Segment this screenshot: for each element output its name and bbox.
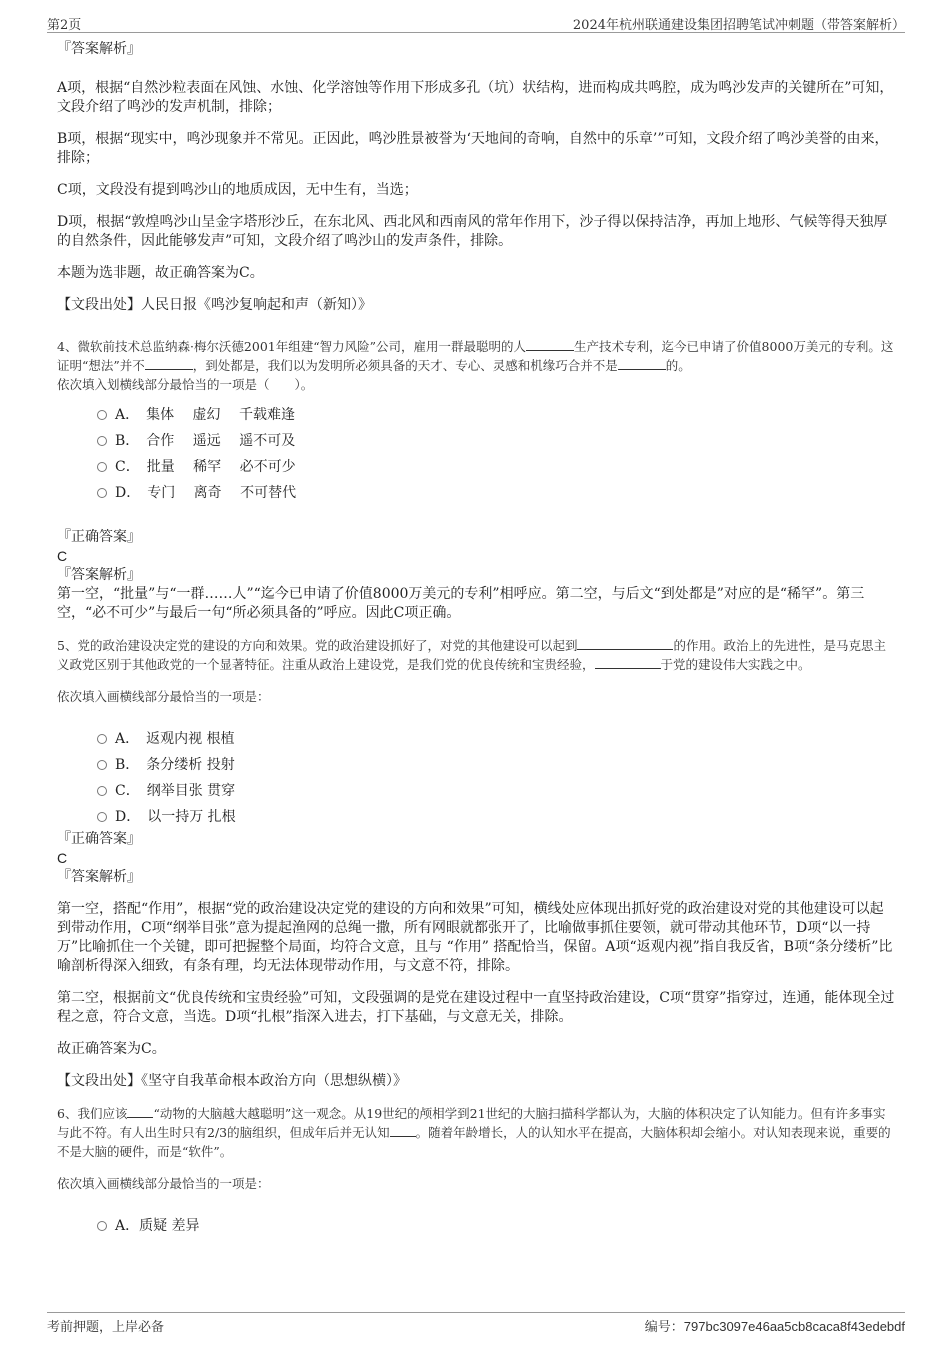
radio-icon[interactable] xyxy=(97,462,107,472)
q4-stem: 4、微软前技术总监纳森·梅尔沃德2001年组建“智力风险”公司，雇用一群最聪明的人 生产技术专利，迄今已申请了价值8000万美元的专利。这证明“想法”并不 ，到处都是，我们以为发明所必须具备的天才、专心、灵感和机缘巧合并不是 的。 xyxy=(57,339,894,373)
q5-correct-label: 『正确答案』 xyxy=(57,831,141,847)
blank-line xyxy=(595,655,661,669)
q4-options xyxy=(57,402,897,506)
radio-icon[interactable] xyxy=(97,436,107,446)
blank-line xyxy=(127,1104,153,1118)
radio-icon[interactable] xyxy=(97,488,107,498)
page-header xyxy=(47,12,905,33)
q5-correct-answer: C xyxy=(57,850,68,866)
radio-icon[interactable] xyxy=(97,734,107,744)
q3-conclusion: 本题为选非题，故正确答案为C。 xyxy=(57,265,264,281)
q5-option-b[interactable]: B． 条分缕析 投射 xyxy=(57,752,897,778)
q4-correct-answer: C xyxy=(57,548,68,564)
q6-stem: 6、我们应该 “动物的大脑越大越聪明”这一观念。从19世纪的颅相学到21世纪的大脑扫描科学都认为，大脑的体积决定了认知能力。但有许多事实与此不符。有人出生时只有2/3的脑组织，但成年后并无认知 。随着年龄增长，人的认知水平在提高，大脑体积却会缩小。对认知表现来说，重要的不是大脑的硬件，而是“软件”。 xyxy=(57,1106,891,1159)
q5-stem: 5、党的政治建设决定党的建设的方向和效果。党的政治建设抓好了，对党的其他建设可以起到 的作用。政治上的先进性，是马克思主义政党区别于其他政党的一个显著特征。注重从政治上建设党，是我们党的优良传统和宝贵经验， 于党的建设伟大实践之中。 xyxy=(57,638,886,672)
q3-source: 【文段出处】人民日报《鸣沙复响起和声（新知）》 xyxy=(57,297,372,313)
blank-line xyxy=(526,337,574,351)
document-title: 2024年杭州联通建设集团招聘笔试冲刺题（带答案解析） xyxy=(572,18,905,33)
q6-options xyxy=(57,1213,897,1239)
blank-line xyxy=(577,636,673,650)
q3-analysis-d: D项，根据“敦煌鸣沙山呈金字塔形沙丘，在东北风、西北风和西南风的常年作用下，沙子得以保持洁净，再加上地形、气候等得天独厚的自然条件，因此能够发声”可知，文段介绍了鸣沙山的发声条件，排除。 xyxy=(57,214,888,249)
q5-option-a[interactable]: A． 返观内视 根植 xyxy=(57,726,897,752)
radio-icon[interactable] xyxy=(97,812,107,822)
document-code: 编号：797bc3097e46aa5cb8caca8f43edebdf xyxy=(644,1319,905,1335)
q5-conclusion: 故正确答案为C。 xyxy=(57,1041,166,1057)
q4-option-b[interactable]: B． 合作 遥远 遥不可及 xyxy=(57,428,897,454)
radio-icon[interactable] xyxy=(97,760,107,770)
q3-analysis-label: 『答案解析』 xyxy=(57,41,141,57)
q4-option-d[interactable]: D． 专门 离奇 不可替代 xyxy=(57,480,897,506)
blank-line xyxy=(145,356,193,370)
q4-option-c[interactable]: C． 批量 稀罕 必不可少 xyxy=(57,454,897,480)
q4-analysis-label: 『答案解析』 xyxy=(57,567,141,583)
q4-option-a[interactable]: A． 集体 虚幻 千载难逢 xyxy=(57,402,897,428)
q5-analysis-1: 第一空，搭配“作用”，根据“党的政治建设决定党的建设的方向和效果”可知，横线处应体现出抓好党的政治建设对党的其他建设可以起到带动作用，C项“纲举目张”意为提起渔网的总绳一撒，所有网眼就都张开了，比喻做事抓住要领，就可带动其他环节，D项“以一持万”比喻抓住一个关键，即可把握整个局面，均符合文意，且与 “作用” 搭配恰当，保留。A项“返观内视”指自我反省，B项“条分缕析”比喻剖析得深入细致，有条有理，均无法体现带动作用，与文意不符，排除。 xyxy=(57,901,893,974)
page-footer xyxy=(47,1312,905,1335)
q5-analysis-2: 第二空，根据前文“优良传统和宝贵经验”可知，文段强调的是党在建设过程中一直坚持政治建设，C项“贯穿”指穿过，连通，能体现全过程之意，符合文意，当选。D项“扎根”指深入进去，打下基础，与文意无关，排除。 xyxy=(57,990,895,1025)
page-content xyxy=(57,40,897,1239)
q3-analysis-a: A项，根据“自然沙粒表面在风蚀、水蚀、化学溶蚀等作用下形成多孔（坑）状结构，进而构成共鸣腔，成为鸣沙发声的关键所在”可知，文段介绍了鸣沙的发声机制，排除； xyxy=(57,80,894,115)
q5-analysis-label: 『答案解析』 xyxy=(57,869,141,885)
q6-instruction: 依次填入画横线部分最恰当的一项是： xyxy=(57,1176,270,1191)
q5-instruction: 依次填入画横线部分最恰当的一项是： xyxy=(57,689,270,704)
blank-line xyxy=(390,1123,416,1137)
q3-analysis-b: B项，根据“现实中，鸣沙现象并不常见。正因此，鸣沙胜景被誉为‘天地间的奇响，自然中的乐章’”可知，文段介绍了鸣沙美誉的由来，排除； xyxy=(57,131,889,166)
q5-options xyxy=(57,726,897,830)
q4-instruction: 依次填入划横线部分最恰当的一项是（ ）。 xyxy=(57,377,314,392)
radio-icon[interactable] xyxy=(97,1221,107,1231)
radio-icon[interactable] xyxy=(97,786,107,796)
footer-slogan: 考前押题，上岸必备 xyxy=(47,1320,165,1335)
q6-option-a[interactable]: A．质疑 差异 xyxy=(57,1213,897,1239)
page-number: 第2页 xyxy=(47,18,82,33)
radio-icon[interactable] xyxy=(97,410,107,420)
q3-analysis-c: C项，文段没有提到鸣沙山的地质成因，无中生有，当选； xyxy=(57,182,418,198)
blank-line xyxy=(618,356,666,370)
q4-correct-label: 『正确答案』 xyxy=(57,529,141,545)
q5-option-d[interactable]: D． 以一持万 扎根 xyxy=(57,804,897,830)
q4-analysis: 第一空，“批量”与“一群……人”“迄今已申请了价值8000万美元的专利”相呼应。第二空，与后文“到处都是”对应的是“稀罕”。第三空，“必不可少”与最后一句“所必须具备的”呼应。因此C项正确。 xyxy=(57,586,865,621)
q5-option-c[interactable]: C． 纲举目张 贯穿 xyxy=(57,778,897,804)
q5-source: 【文段出处】《坚守自我革命根本政治方向（思想纵横）》 xyxy=(57,1073,407,1089)
